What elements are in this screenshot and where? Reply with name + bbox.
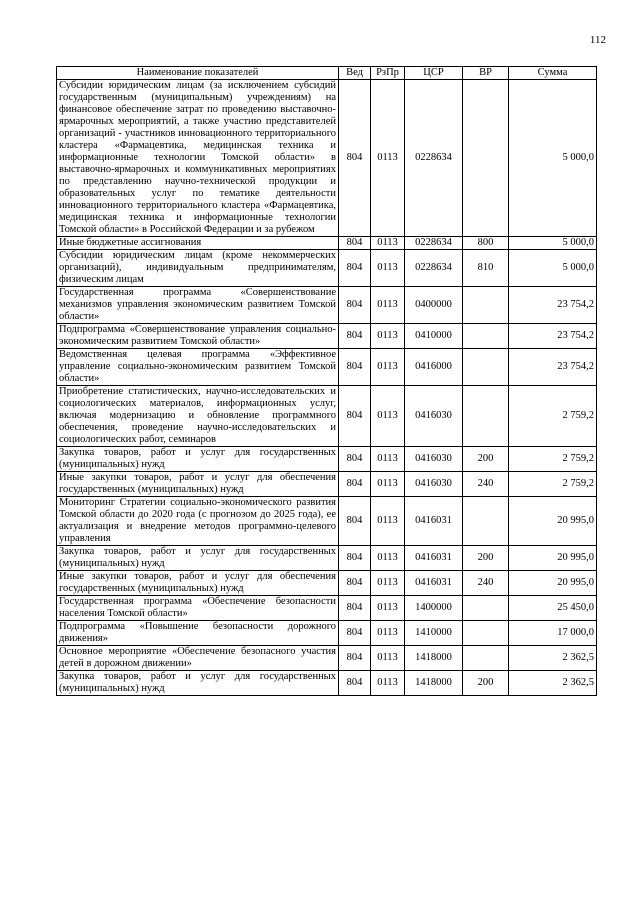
table-body bbox=[57, 80, 597, 696]
cell-name: Субсидии юридическим лицам (за исключением субсидий государственным (муниципальным) учреждениям) на финансовое обеспечение затрат по проведению выставочно-ярмарочных мероприятий, а также участию представителей организаций - участников инновационного территориального кластера «Фармацевтика, медицинская техника и информационные технологии Томской области» в выставочно-ярмарочных и коммуникативных мероприятиях по представлению научно-технической продукции и образовательных услуг по тематике деятельности инновационного территориального кластера «Фармацевтика, медицинская техника и информационные технологии Томской области» в Российской Федерации и за рубежом bbox=[57, 80, 339, 237]
cell-ved: 804 bbox=[339, 497, 371, 546]
cell-sum: 17 000,0 bbox=[509, 621, 597, 646]
cell-rzpr: 0113 bbox=[371, 237, 405, 250]
cell-csr: 0416030 bbox=[405, 472, 463, 497]
table-row bbox=[57, 497, 597, 546]
cell-rzpr: 0113 bbox=[371, 497, 405, 546]
cell-vr bbox=[463, 596, 509, 621]
table-row bbox=[57, 472, 597, 497]
table-row bbox=[57, 386, 597, 447]
cell-ved: 804 bbox=[339, 472, 371, 497]
cell-sum: 23 754,2 bbox=[509, 324, 597, 349]
cell-ved: 804 bbox=[339, 546, 371, 571]
cell-ved: 804 bbox=[339, 237, 371, 250]
cell-csr: 0416000 bbox=[405, 349, 463, 386]
cell-vr: 200 bbox=[463, 546, 509, 571]
cell-sum: 2 362,5 bbox=[509, 671, 597, 696]
table-row bbox=[57, 621, 597, 646]
cell-csr: 0228634 bbox=[405, 80, 463, 237]
cell-name: Государственная программа «Обеспечение безопасности населения Томской области» bbox=[57, 596, 339, 621]
cell-name: Ведомственная целевая программа «Эффективное управление социально-экономическим развитием Томской области» bbox=[57, 349, 339, 386]
cell-rzpr: 0113 bbox=[371, 349, 405, 386]
cell-name: Закупка товаров, работ и услуг для государственных (муниципальных) нужд bbox=[57, 671, 339, 696]
cell-sum: 20 995,0 bbox=[509, 497, 597, 546]
table-row bbox=[57, 447, 597, 472]
cell-rzpr: 0113 bbox=[371, 621, 405, 646]
column-header-rzpr: РзПр bbox=[371, 67, 405, 80]
cell-ved: 804 bbox=[339, 349, 371, 386]
cell-ved: 804 bbox=[339, 324, 371, 349]
cell-vr bbox=[463, 324, 509, 349]
cell-vr: 240 bbox=[463, 472, 509, 497]
cell-csr: 1410000 bbox=[405, 621, 463, 646]
cell-ved: 804 bbox=[339, 447, 371, 472]
cell-name: Закупка товаров, работ и услуг для государственных (муниципальных) нужд bbox=[57, 546, 339, 571]
cell-csr: 0416031 bbox=[405, 497, 463, 546]
cell-name: Основное мероприятие «Обеспечение безопасного участия детей в дорожном движении» bbox=[57, 646, 339, 671]
page-number: 112 bbox=[589, 34, 606, 46]
cell-sum: 2 362,5 bbox=[509, 646, 597, 671]
cell-vr bbox=[463, 349, 509, 386]
cell-vr bbox=[463, 646, 509, 671]
table-row bbox=[57, 324, 597, 349]
cell-csr: 0416030 bbox=[405, 447, 463, 472]
cell-vr bbox=[463, 497, 509, 546]
cell-vr: 240 bbox=[463, 571, 509, 596]
cell-csr: 1418000 bbox=[405, 646, 463, 671]
cell-sum: 2 759,2 bbox=[509, 386, 597, 447]
cell-rzpr: 0113 bbox=[371, 646, 405, 671]
cell-rzpr: 0113 bbox=[371, 447, 405, 472]
table-row bbox=[57, 287, 597, 324]
cell-rzpr: 0113 bbox=[371, 596, 405, 621]
cell-sum: 2 759,2 bbox=[509, 472, 597, 497]
table-row bbox=[57, 349, 597, 386]
column-header-csr: ЦСР bbox=[405, 67, 463, 80]
cell-sum: 5 000,0 bbox=[509, 237, 597, 250]
budget-table bbox=[56, 66, 597, 696]
cell-sum: 2 759,2 bbox=[509, 447, 597, 472]
cell-sum: 23 754,2 bbox=[509, 349, 597, 386]
table-row bbox=[57, 80, 597, 237]
cell-csr: 1400000 bbox=[405, 596, 463, 621]
column-header-vr: ВР bbox=[463, 67, 509, 80]
cell-sum: 5 000,0 bbox=[509, 80, 597, 237]
column-header-ved: Вед bbox=[339, 67, 371, 80]
cell-csr: 0416031 bbox=[405, 571, 463, 596]
cell-vr: 200 bbox=[463, 671, 509, 696]
cell-ved: 804 bbox=[339, 250, 371, 287]
table-row bbox=[57, 646, 597, 671]
cell-ved: 804 bbox=[339, 596, 371, 621]
cell-ved: 804 bbox=[339, 386, 371, 447]
cell-name: Подпрограмма «Совершенствование управления социально-экономическим развитием Томской области» bbox=[57, 324, 339, 349]
cell-sum: 5 000,0 bbox=[509, 250, 597, 287]
cell-ved: 804 bbox=[339, 621, 371, 646]
cell-name: Иные закупки товаров, работ и услуг для обеспечения государственных (муниципальных) нужд bbox=[57, 472, 339, 497]
cell-rzpr: 0113 bbox=[371, 80, 405, 237]
cell-vr: 200 bbox=[463, 447, 509, 472]
cell-ved: 804 bbox=[339, 571, 371, 596]
cell-vr bbox=[463, 80, 509, 237]
cell-vr: 800 bbox=[463, 237, 509, 250]
table-row bbox=[57, 237, 597, 250]
cell-vr bbox=[463, 621, 509, 646]
table-row bbox=[57, 250, 597, 287]
cell-vr bbox=[463, 386, 509, 447]
cell-ved: 804 bbox=[339, 671, 371, 696]
cell-name: Мониторинг Стратегии социально-экономического развития Томской области до 2020 года (с прогнозом до 2025 года), ее актуализация и внедрение методов программно-целевого управления bbox=[57, 497, 339, 546]
table-row bbox=[57, 671, 597, 696]
cell-name: Государственная программа «Совершенствование механизмов управления экономическим развитием Томской области» bbox=[57, 287, 339, 324]
cell-rzpr: 0113 bbox=[371, 287, 405, 324]
cell-csr: 0416031 bbox=[405, 546, 463, 571]
cell-csr: 0410000 bbox=[405, 324, 463, 349]
cell-csr: 1418000 bbox=[405, 671, 463, 696]
cell-rzpr: 0113 bbox=[371, 324, 405, 349]
cell-sum: 23 754,2 bbox=[509, 287, 597, 324]
cell-rzpr: 0113 bbox=[371, 671, 405, 696]
column-header-name: Наименование показателей bbox=[57, 67, 339, 80]
cell-vr: 810 bbox=[463, 250, 509, 287]
cell-rzpr: 0113 bbox=[371, 250, 405, 287]
cell-name: Субсидии юридическим лицам (кроме некоммерческих организаций), индивидуальным предпринимателям, физическим лицам bbox=[57, 250, 339, 287]
column-header-sum: Сумма bbox=[509, 67, 597, 80]
table-row bbox=[57, 571, 597, 596]
cell-csr: 0228634 bbox=[405, 237, 463, 250]
cell-ved: 804 bbox=[339, 646, 371, 671]
table-row bbox=[57, 596, 597, 621]
cell-sum: 20 995,0 bbox=[509, 546, 597, 571]
cell-name: Закупка товаров, работ и услуг для государственных (муниципальных) нужд bbox=[57, 447, 339, 472]
cell-name: Приобретение статистических, научно-исследовательских и социологических материалов, информационных услуг, включая модернизацию и обновление программного обеспечения, проведение научно-исследовательских и социологических работ, семинаров bbox=[57, 386, 339, 447]
table-header-row bbox=[57, 67, 597, 80]
cell-sum: 25 450,0 bbox=[509, 596, 597, 621]
cell-name: Иные закупки товаров, работ и услуг для обеспечения государственных (муниципальных) нужд bbox=[57, 571, 339, 596]
cell-rzpr: 0113 bbox=[371, 571, 405, 596]
table-row bbox=[57, 546, 597, 571]
cell-rzpr: 0113 bbox=[371, 472, 405, 497]
cell-ved: 804 bbox=[339, 287, 371, 324]
cell-rzpr: 0113 bbox=[371, 546, 405, 571]
cell-vr bbox=[463, 287, 509, 324]
cell-rzpr: 0113 bbox=[371, 386, 405, 447]
cell-csr: 0416030 bbox=[405, 386, 463, 447]
cell-csr: 0228634 bbox=[405, 250, 463, 287]
cell-ved: 804 bbox=[339, 80, 371, 237]
cell-csr: 0400000 bbox=[405, 287, 463, 324]
cell-sum: 20 995,0 bbox=[509, 571, 597, 596]
cell-name: Иные бюджетные ассигнования bbox=[57, 237, 339, 250]
cell-name: Подпрограмма «Повышение безопасности дорожного движения» bbox=[57, 621, 339, 646]
